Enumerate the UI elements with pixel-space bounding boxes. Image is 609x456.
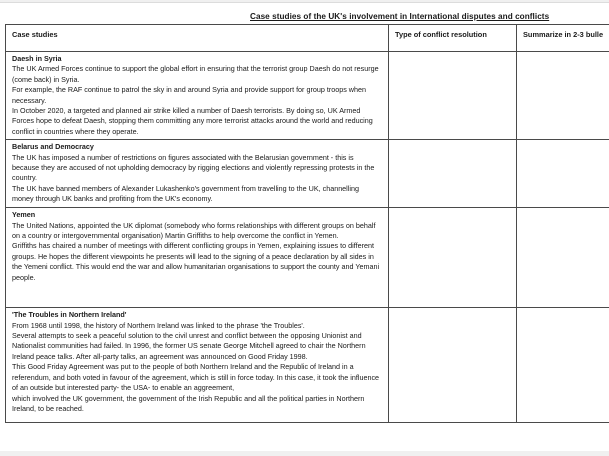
conflict-resolution-cell[interactable] (389, 208, 517, 308)
case-study-paragraph: The United Nations, appointed the UK diplomat (somebody who forms relationships with different groups on behalf on a country or intergovernmental organisation) Martin Griffiths to help overcome the conflict in Yemen. (12, 220, 376, 241)
document-title: Case studies of the UK's involvement in International disputes and conflicts (250, 12, 550, 21)
table-row (6, 208, 609, 308)
case-studies-table (5, 24, 609, 423)
header-case-studies: Case studies (6, 25, 389, 52)
case-study-cell[interactable] (6, 308, 389, 423)
conflict-resolution-cell[interactable] (389, 308, 517, 423)
case-study-cell[interactable] (6, 140, 389, 208)
case-study-paragraph: In October 2020, a targeted and planned air strike killed a number of Daesh terrorists. By doing so, UK Armed Forces hope to defeat Daesh, stopping them committing any more terrorist attacks around the world and reducing conflict in countries where they operate. (12, 106, 373, 136)
case-study-paragraph: The UK have banned members of Alexander Lukashenko's government from travelling to the UK, channelling money through UK banks and profiting from the UK's economy. (12, 183, 359, 204)
header-summarize: Summarize in 2-3 bulle (517, 25, 609, 52)
case-study-cell[interactable] (6, 208, 389, 308)
case-study-paragraph: This Good Friday Agreement was put to the people of both Northern Ireland and the Republic of Ireland in a referendum, and both voted in favour of the agreement, which is still in force today. In this case, it took the influence of an outside but interested party- the USA- to enable an aggreement, (12, 362, 380, 393)
case-study-paragraph: From 1968 until 1998, the history of Northern Ireland was linked to the phrase 'the Troubles'. (12, 320, 305, 330)
table-row (6, 52, 609, 140)
case-study-paragraph: which involved the UK government, the government of the Irish Republic and all the political parties in Northern Ireland, to be reached. (12, 393, 365, 413)
summary-cell[interactable] (517, 308, 609, 423)
case-study-paragraph: Several attempts to seek a peaceful solution to the civil unrest and conflict between the opposing Unionist and Nationalist communities had failed. In 1996, the former US senate George Mitchell agreed to chair the Northern Ireland peace talks. After all-party talks, an agreement was announced on Good Friday 1998. (12, 331, 366, 361)
case-study-paragraph: The UK has imposed a number of restrictions on figures associated with the Belarusian government - this is because they are accused of not upholding democracy by rigging elections and violently repressing protests in the country. (12, 152, 375, 183)
header-type-of-conflict-resolution: Type of conflict resolution (389, 25, 517, 52)
case-study-paragraph: The UK Armed Forces continue to support the global effort in ensuring that the terrorist group Daesh do not resurge (come back) in Syria. (12, 64, 379, 84)
summary-cell[interactable] (517, 208, 609, 308)
case-study-heading: Yemen (12, 210, 36, 220)
case-study-paragraph: Griffiths has chaired a number of meetings with different conflicting groups in Yemen, explaining issues to different groups. He hopes the different viewpoints he presents will lead to the signing of a peace declaration by all sides in the Yemeni conflict. This would end the war and allow humanitarian organisations to support the county and Yemani people. (12, 241, 380, 282)
summary-cell[interactable] (517, 52, 609, 140)
summary-cell[interactable] (517, 140, 609, 208)
table-header-row (6, 25, 609, 52)
table-row (6, 308, 609, 423)
case-study-cell[interactable] (6, 52, 389, 140)
case-study-paragraph: For example, the RAF continue to patrol the sky in and around Syria and provide support for group troops when necessary. (12, 85, 366, 105)
conflict-resolution-cell[interactable] (389, 52, 517, 140)
document-page (0, 2, 609, 451)
case-study-heading: Belarus and Democracy (12, 142, 94, 152)
table-row (6, 140, 609, 208)
conflict-resolution-cell[interactable] (389, 140, 517, 208)
case-study-heading: 'The Troubles in Northern Ireland' (12, 310, 127, 320)
case-study-heading: Daesh in Syria (12, 54, 62, 63)
